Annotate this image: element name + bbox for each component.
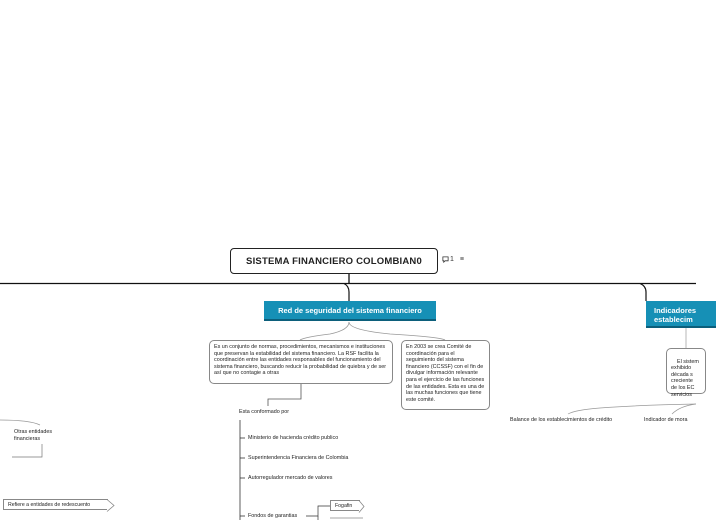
comment-icon (442, 256, 449, 263)
root-meta (442, 256, 464, 263)
mora-label[interactable]: Indicador de mora (644, 417, 688, 423)
redescuento-label: Refiere a entidades de redescuento (8, 501, 91, 508)
otras-entidades-label[interactable]: Otras entidades financieras (14, 429, 53, 442)
indicadores-description-box[interactable] (666, 348, 706, 398)
rsf-description-box[interactable] (209, 340, 393, 384)
fogafin-arrow (359, 500, 365, 513)
item-fondos[interactable]: Fondos de garantias (248, 513, 298, 519)
comment-count: 1 (450, 256, 454, 263)
ccssf-description: En 2003 se crea Comité de coordinación para el seguimiento del sistema financiero (CCSSF) con el fin de divulgar información relevante para el ejercicio de las funciones de las entidades. Esta es una de las muchas funciones que tiene este comité. (406, 344, 485, 403)
item-superintendencia[interactable]: Superintendencia Financiera de Colombia (248, 455, 349, 461)
item-autorregulador[interactable]: Autorregulador mercado de valores (248, 475, 333, 481)
root-title: SISTEMA FINANCIERO COLOMBIAN0 (246, 255, 422, 267)
topic-indicadores-label: Indicadores establecim (654, 306, 697, 324)
topic-red-seguridad[interactable] (264, 301, 436, 321)
rsf-description: Es un conjunto de normas, procedimientos, mecanismos e instituciones que preservan la estabilidad del sistema financiero. La RSF facilita la coordinación entre las entidades responsables del funcionamiento del sistema financiero, buscando reducir la probabilidad de quiebra y de ser así que no contagie a otras (214, 344, 387, 377)
indicadores-description: El sistem exhibido década s creciente de los EC servicios (671, 358, 699, 398)
ccssf-description-box[interactable] (401, 340, 490, 410)
topic-indicadores[interactable] (646, 301, 716, 328)
item-ministerio[interactable]: Ministerio de hacienda crédito publico (248, 435, 339, 441)
topic-red-label: Red de seguridad del sistema financiero (278, 305, 422, 315)
fogafin-node[interactable] (330, 500, 360, 511)
conformado-label[interactable]: Esta conformado por (239, 409, 290, 415)
redescuento-arrow (107, 499, 115, 512)
fogafin-label: Fogafin (335, 502, 353, 509)
balance-label[interactable]: Balance de los establecimientos de crédito (510, 417, 613, 423)
notes-icon[interactable]: ≡ (459, 256, 464, 263)
comment-indicator[interactable] (442, 256, 454, 263)
root-topic[interactable] (230, 248, 438, 274)
redescuento-node[interactable] (3, 499, 108, 510)
